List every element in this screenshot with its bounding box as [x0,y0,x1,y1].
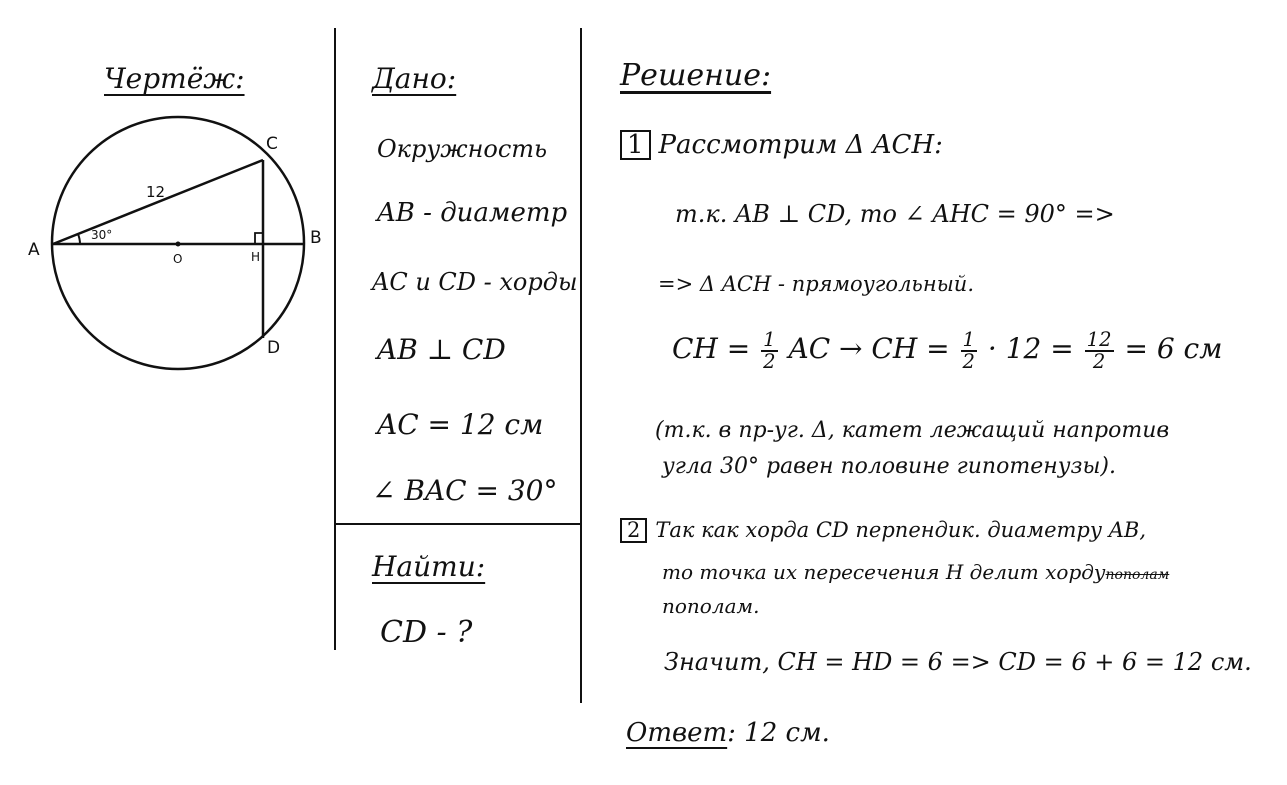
solution-title: Решение: [620,58,772,93]
formula-result: = 6 см [1124,332,1223,366]
formula-arrow: → CH = [839,332,950,366]
given-item: AB - диаметр [377,198,568,228]
label-h: H [251,250,261,264]
note-line1: (т.к. в пр-уг. Δ, катет лежащий напротив [655,418,1170,443]
given-item: AB ⊥ CD [377,333,506,366]
step1-text: Рассмотрим Δ ACH: [658,130,943,160]
formula-times: · 12 = [987,332,1074,366]
step1-line1: т.к. AB ⊥ CD, то ∠ AHC = 90° => [675,200,1115,228]
angle-arc [78,234,80,244]
fraction-denominator: 2 [763,349,776,373]
label-d: D [267,338,281,358]
note-line2: угла 30° равен половине гипотенузы). [662,454,1116,479]
angle-label: 30° [91,228,113,242]
step2-line2 [662,560,1169,584]
conclusion-line: Значит, CH = HD = 6 => CD = 6 + 6 = 12 см. [664,648,1252,676]
divider-right [580,28,582,703]
step2-text: Так как хорда CD перпендик. диаметру AB, [655,518,1146,542]
fraction-twelve-over-two [1085,330,1114,371]
drawing-title: Чертёж: [104,62,245,95]
fraction-denominator: 2 [1092,349,1106,373]
fraction-half-2 [961,330,977,371]
label-b: B [310,228,322,248]
geometry-drawing [0,100,330,400]
side-length-label: 12 [146,183,166,201]
step2-number: 2 [620,518,647,543]
divider-left [334,28,336,650]
fraction-denominator: 2 [962,349,975,373]
label-c: C [266,134,278,154]
given-item: Окружность [377,135,548,163]
answer-value: : 12 см. [727,718,830,748]
fraction-half [761,330,777,371]
find-title: Найти: [372,550,486,583]
fraction-numerator: 1 [763,328,776,351]
formula-ac: AC [788,332,831,366]
answer-label: Ответ [626,718,728,748]
step2-line2-text: то точка их пересечения H делит хорду [662,560,1106,584]
struck-word: пополам [1105,567,1170,583]
step2-line3: пополам. [662,594,760,618]
divider-given-find [334,523,582,525]
chord-ac [53,160,263,244]
step1-number: 1 [620,130,651,160]
answer-line [626,718,830,748]
step2-line1 [620,518,1146,543]
given-title: Дано: [372,62,457,95]
formula-line [672,330,1222,371]
given-item: AC = 12 см [377,408,544,441]
step1-line2: => Δ ACH - прямоугольный. [658,272,975,296]
label-o: O [173,252,183,266]
fraction-numerator: 12 [1086,328,1112,351]
given-item: ∠ BAC = 30° [372,474,558,507]
label-a: A [28,240,40,260]
formula-lhs: CH = [672,332,751,366]
find-item: CD - ? [380,615,473,650]
center-point [176,242,181,247]
given-item: AC и CD - хорды [372,268,578,296]
fraction-numerator: 1 [962,328,975,351]
step1-heading [620,130,943,160]
